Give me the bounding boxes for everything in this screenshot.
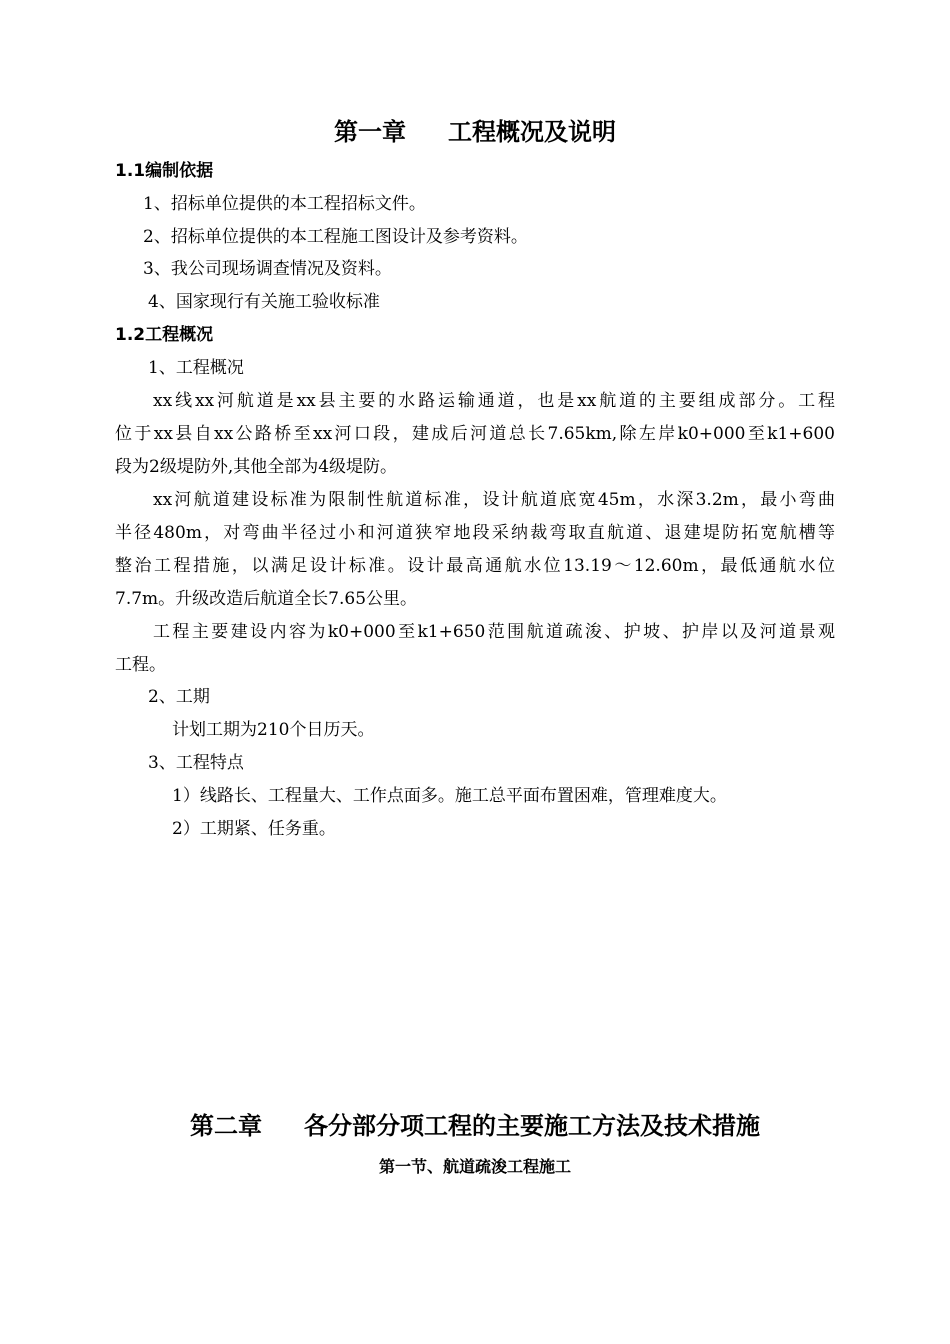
overview-para-2-line-1: xx河航道建设标准为限制性航道标准，设计航道底宽45m，水深3.2m，最小弯曲 — [153, 490, 835, 510]
overview-para-2-line-2: 半径480m，对弯曲半径过小和河道狭窄地段采纳裁弯取直航道、退建堤防拓宽航槽等 — [115, 523, 835, 543]
chapter-2-section-1-title: 第一节、航道疏浚工程施工 — [378, 1157, 571, 1176]
basis-item-4: 4、国家现行有关施工验收标准 — [148, 292, 380, 312]
subsection-overview-title: 1、工程概况 — [148, 358, 244, 378]
chapter-2-heading — [0, 1111, 950, 1141]
basis-item-2: 2、招标单位提供的本工程施工图设计及参考资料。 — [143, 227, 528, 247]
basis-item-1: 1、招标单位提供的本工程招标文件。 — [143, 194, 426, 214]
overview-para-1-line-1: xx线xx河航道是xx县主要的水路运输通道，也是xx航道的主要组成部分。工程 — [153, 391, 835, 411]
overview-para-2-line-4: 7.7m。升级改造后航道全长7.65公里。 — [115, 589, 418, 609]
chapter-2-title: 各分部分项工程的主要施工方法及技术措施 — [304, 1112, 760, 1140]
overview-para-3-line-1: 工程主要建设内容为k0+000至k1+650范围航道疏浚、护坡、护岸以及河道景观 — [153, 622, 835, 642]
section-1-2-heading: 1.2工程概况 — [115, 325, 214, 345]
feature-item-2: 2）工期紧、任务重。 — [172, 819, 336, 839]
chapter-1-heading — [0, 117, 950, 147]
overview-para-1-line-2: 位于xx县自xx公路桥至xx河口段，建成后河道总长7.65km,除左岸k0+000至k1+600 — [115, 424, 835, 444]
feature-item-1: 1）线路长、工程量大、工作点面多。施工总平面布置困难，管理难度大。 — [172, 786, 727, 806]
chapter-1-number: 第一章 — [334, 118, 406, 146]
chapter-2-number: 第二章 — [190, 1112, 262, 1140]
overview-para-1-line-3: 段为2级堤防外,其他全部为4级堤防。 — [115, 457, 398, 477]
chapter-1-title: 工程概况及说明 — [448, 118, 616, 146]
overview-para-3-line-2: 工程。 — [115, 655, 166, 675]
section-1-1-heading: 1.1编制依据 — [115, 161, 214, 181]
schedule-text: 计划工期为210个日历天。 — [172, 720, 375, 740]
basis-item-3: 3、我公司现场调查情况及资料。 — [143, 259, 392, 279]
subsection-schedule-title: 2、工期 — [148, 687, 210, 707]
overview-para-2-line-3: 整治工程措施，以满足设计标准。设计最高通航水位13.19～12.60m，最低通航水位 — [115, 556, 835, 576]
subsection-features-title: 3、工程特点 — [148, 753, 244, 773]
